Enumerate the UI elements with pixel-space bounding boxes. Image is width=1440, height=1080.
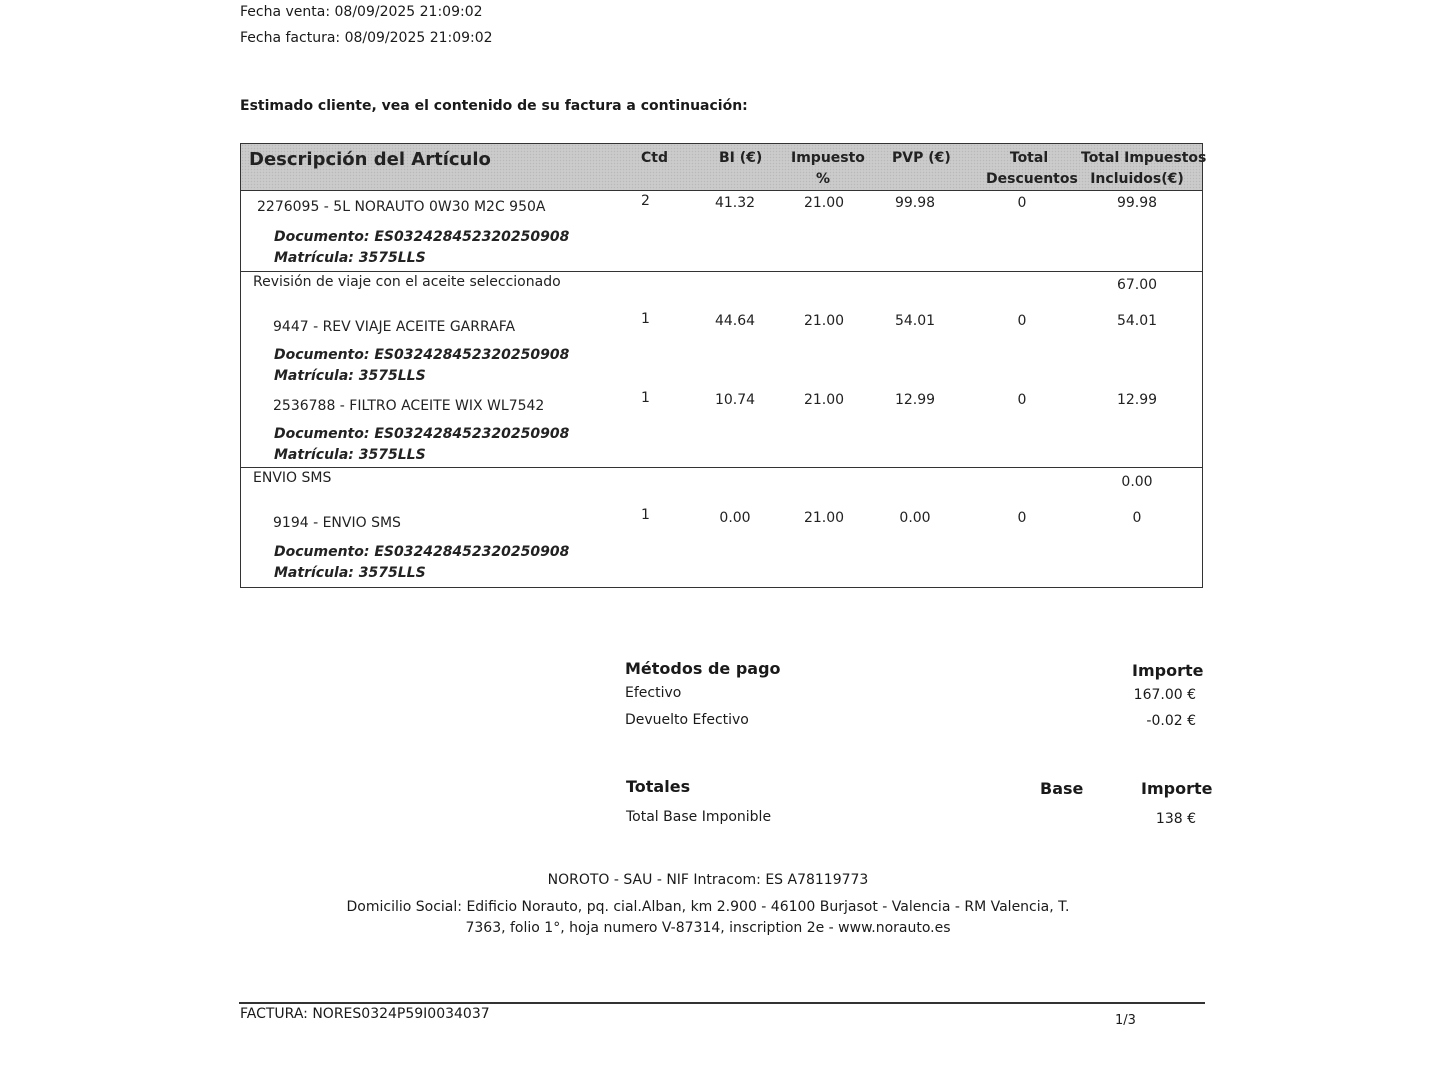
item-description: 2276095 - 5L NORAUTO 0W30 M2C 950A [257, 199, 546, 215]
group-total: 0.00 [1121, 474, 1153, 490]
col-descuentos-line1: Total [1009, 150, 1049, 166]
col-descripcion: Descripción del Artículo [249, 149, 491, 170]
item-matricula: Matrícula: 3575LLS [274, 447, 426, 463]
col-descuentos-line2: Descuentos [986, 171, 1078, 187]
totals-amount-header: Importe [1141, 779, 1213, 798]
invoice-reference: FACTURA: NORES0324P59I0034037 [240, 1006, 490, 1022]
item-description: 2536788 - FILTRO ACEITE WIX WL7542 [273, 398, 545, 414]
item-documento: Documento: ES032428452320250908 [274, 347, 570, 363]
item-documento: Documento: ES032428452320250908 [274, 544, 570, 560]
item-total: 54.01 [1116, 313, 1158, 329]
item-pvp: 99.98 [894, 195, 936, 211]
item-pvp: 54.01 [894, 313, 936, 329]
col-total-line2: Incluidos(€) [1090, 171, 1184, 187]
item-documento: Documento: ES032428452320250908 [274, 426, 570, 442]
totals-title: Totales [626, 777, 691, 796]
group-title: ENVIO SMS [253, 470, 332, 486]
item-total: 12.99 [1116, 392, 1158, 408]
col-impuesto [791, 148, 865, 190]
item-ctd: 1 [641, 311, 650, 327]
item-matricula: Matrícula: 3575LLS [274, 368, 426, 384]
item-descuentos: 0 [1017, 313, 1027, 329]
invoice-date: Fecha factura: 08/09/2025 21:09:02 [240, 30, 493, 46]
payment-change-label: Devuelto Efectivo [625, 712, 749, 728]
payment-amount-header: Importe [1132, 661, 1204, 680]
total-base-amount: 138 € [1155, 811, 1196, 827]
item-bi: 10.74 [714, 392, 756, 408]
item-total: 99.98 [1116, 195, 1158, 211]
payment-change-amount: -0.02 € [1146, 713, 1196, 729]
item-descuentos: 0 [1017, 392, 1027, 408]
payment-title: Métodos de pago [625, 659, 781, 678]
company-address-line2: 7363, folio 1°, hoja numero V-87314, inscription 2e - www.norauto.es [465, 920, 951, 936]
item-ctd: 1 [641, 507, 650, 523]
group-title: Revisión de viaje con el aceite seleccionado [253, 274, 561, 290]
item-ctd: 1 [641, 390, 650, 406]
item-impuesto: 21.00 [803, 313, 845, 329]
payment-method-label: Efectivo [625, 685, 682, 701]
company-address-line1: Domicilio Social: Edificio Norauto, pq. cial.Alban, km 2.900 - 46100 Burjasot - Valencia - RM Valencia, T. [346, 899, 1070, 915]
totals-base-header: Base [1040, 779, 1084, 798]
item-description: 9194 - ENVIO SMS [273, 515, 401, 531]
row-divider [241, 467, 1202, 468]
item-bi: 0.00 [719, 510, 751, 526]
item-ctd: 2 [641, 193, 650, 209]
items-table [240, 143, 1207, 588]
item-matricula: Matrícula: 3575LLS [274, 250, 426, 266]
item-impuesto: 21.00 [803, 510, 845, 526]
item-impuesto: 21.00 [803, 392, 845, 408]
col-total [1081, 148, 1207, 190]
footer-divider [239, 1002, 1205, 1004]
total-base-label: Total Base Imponible [626, 809, 772, 825]
item-descuentos: 0 [1017, 195, 1027, 211]
intro-text: Estimado cliente, vea el contenido de su factura a continuación: [240, 98, 748, 114]
col-ctd: Ctd [641, 150, 668, 166]
col-descuentos [986, 148, 1078, 190]
col-impuesto-line1: Impuesto [791, 150, 865, 166]
item-impuesto: 21.00 [803, 195, 845, 211]
page-number: 1/3 [1115, 1013, 1136, 1028]
item-bi: 41.32 [714, 195, 756, 211]
item-pvp: 12.99 [894, 392, 936, 408]
payment-method-amount: 167.00 € [1133, 687, 1196, 703]
group-total: 67.00 [1116, 277, 1158, 293]
col-pvp: PVP (€) [892, 150, 951, 166]
row-divider [241, 271, 1202, 272]
item-bi: 44.64 [714, 313, 756, 329]
col-bi: BI (€) [719, 150, 763, 166]
item-pvp: 0.00 [899, 510, 931, 526]
item-description: 9447 - REV VIAJE ACEITE GARRAFA [273, 319, 516, 335]
item-descuentos: 0 [1017, 510, 1027, 526]
item-documento: Documento: ES032428452320250908 [274, 229, 570, 245]
table-header [241, 144, 1207, 191]
item-total: 0 [1132, 510, 1142, 526]
col-total-line1: Total Impuestos [1081, 150, 1207, 166]
company-info: NOROTO - SAU - NIF Intracom: ES A78119773 [547, 872, 869, 888]
sale-date: Fecha venta: 08/09/2025 21:09:02 [240, 4, 483, 20]
item-matricula: Matrícula: 3575LLS [274, 565, 426, 581]
col-impuesto-line2: % [815, 171, 831, 187]
